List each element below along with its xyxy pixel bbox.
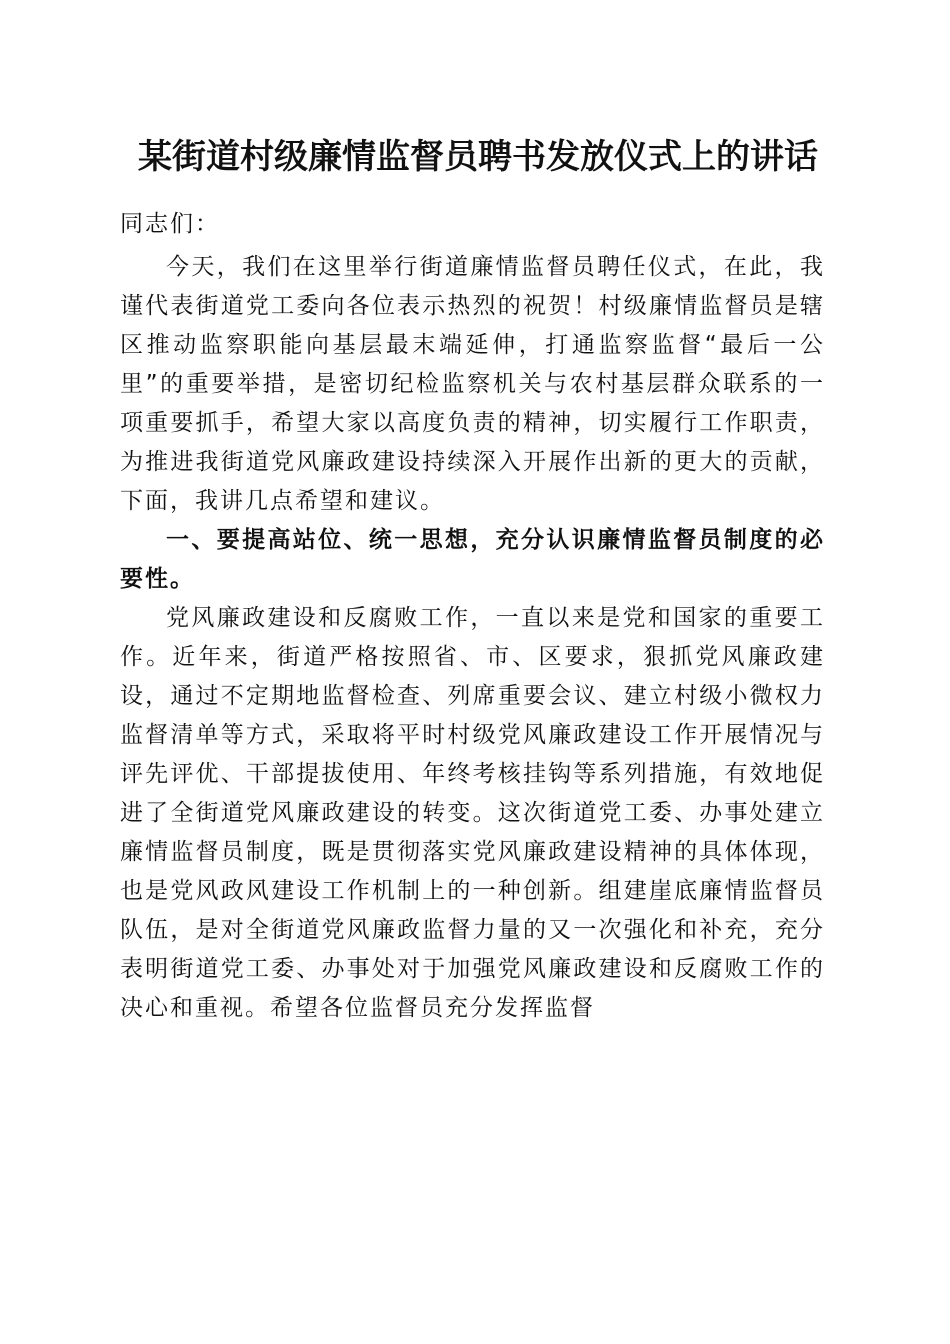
section-heading-1: 一、要提高站位、统一思想，充分认识廉情监督员制度的必要性。	[120, 527, 825, 592]
salutation: 同志们：	[120, 211, 220, 237]
section-1-paragraph: 党风廉政建设和反腐败工作，一直以来是党和国家的重要工作。近年来，街道严格按照省、市、区要求，狠抓党风廉政建设，通过不定期地监督检查、列席重要会议、建立村级小微权力监督清单等方式，采取将平时村级党风廉政建设工作开展情况与评先评优、干部提拔使用、年终考核挂钩等系列措施，有效地促进了全街道党风廉政建设的转变。这次街道党工委、办事处建立廉情监督员制度，既是贯彻落实党风廉政建设精神的具体体现，也是党风政风建设工作机制上的一种创新。组建崖底廉情监督员队伍，是对全街道党风廉政监督力量的又一次强化和补充，充分表明街道党工委、办事处对于加强党风廉政建设和反腐败工作的决心和重视。希望各位监督员充分发挥监督	[120, 605, 825, 1021]
document-title: 某街道村级廉情监督员聘书发放仪式上的讲话	[138, 137, 818, 177]
document-body	[120, 205, 825, 1028]
intro-paragraph: 今天，我们在这里举行街道廉情监督员聘任仪式，在此，我谨代表街道党工委向各位表示热烈的祝贺！村级廉情监督员是辖区推动监察职能向基层最末端延伸，打通监察监督“最后一公里”的重要举措，是密切纪检监察机关与农村基层群众联系的一项重要抓手，希望大家以高度负责的精神，切实履行工作职责，为推进我街道党风廉政建设持续深入开展作出新的更大的贡献，下面，我讲几点希望和建议。	[120, 254, 825, 514]
